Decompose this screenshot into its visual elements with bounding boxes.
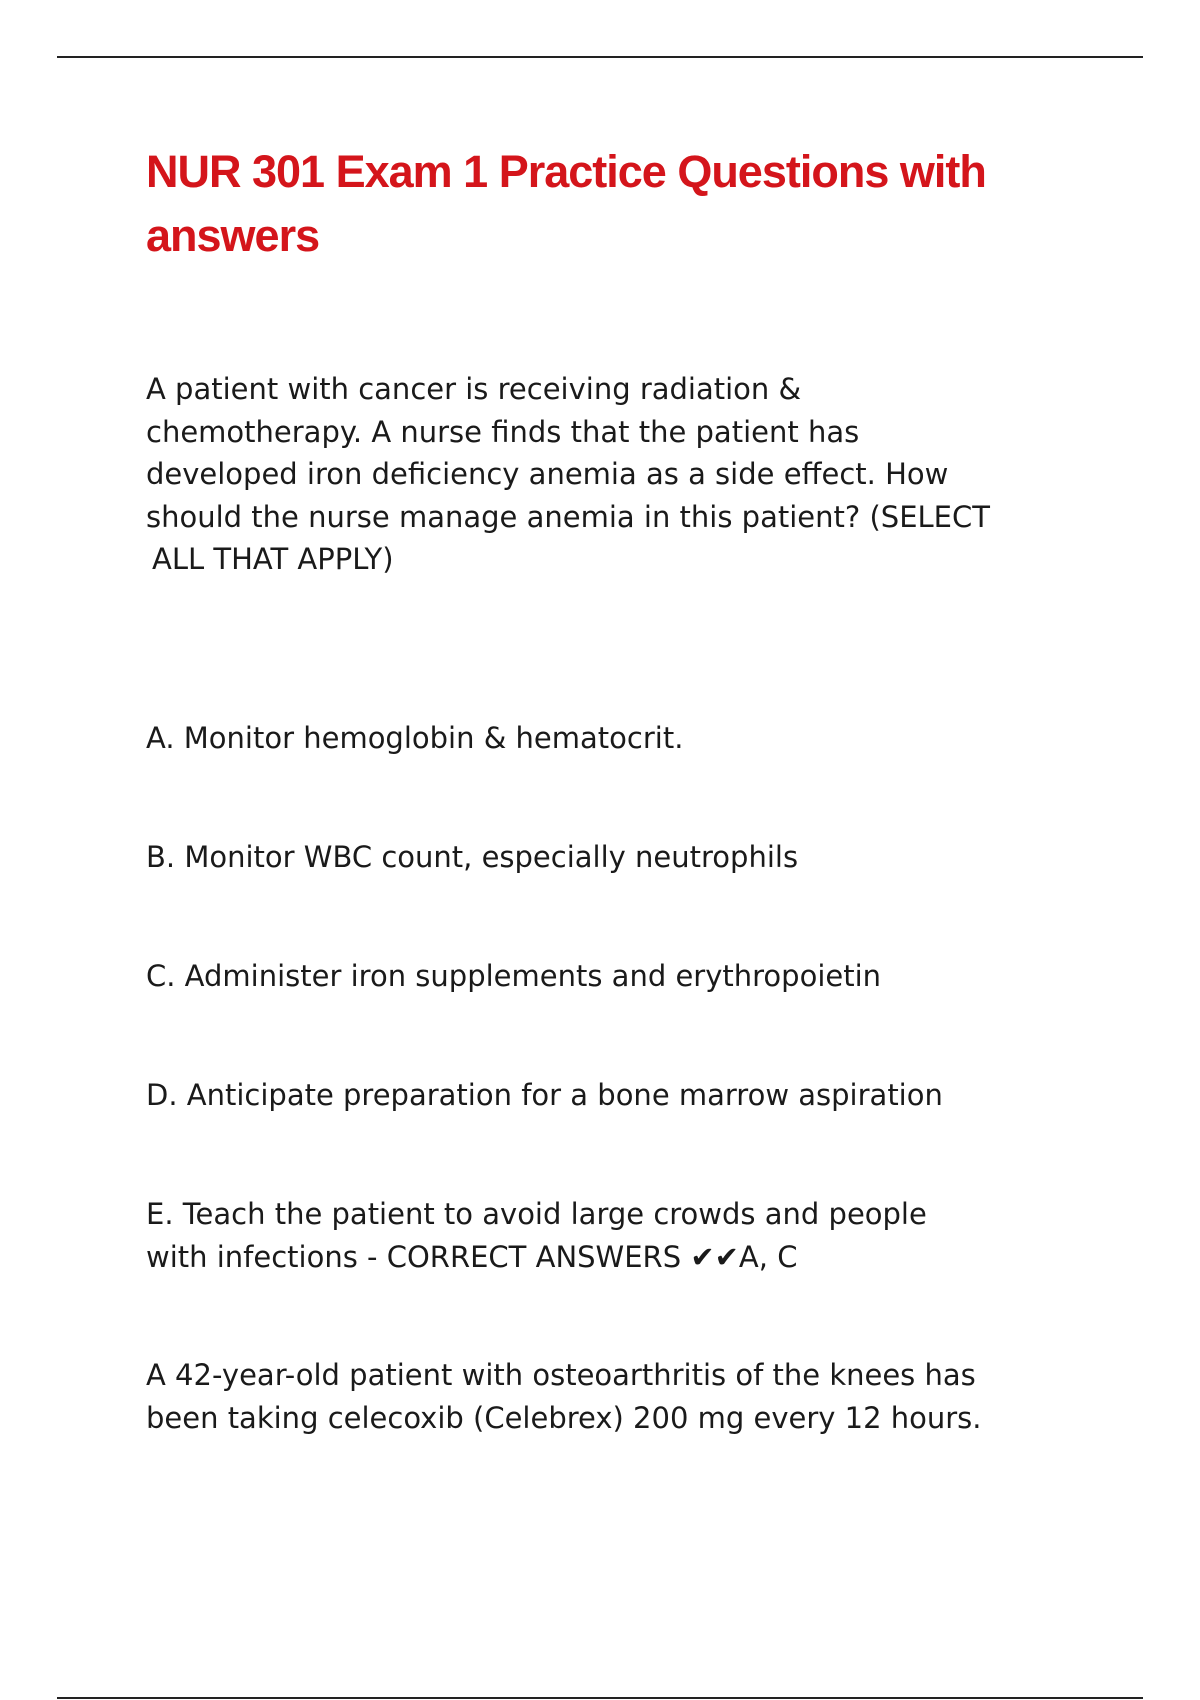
question-line: A patient with cancer is receiving radiation & <box>146 372 802 406</box>
question-line: developed iron deficiency anemia as a side effect. How <box>146 457 949 491</box>
bottom-divider <box>57 1697 1143 1699</box>
question-line: ALL THAT APPLY) <box>152 542 394 576</box>
question-line: been taking celecoxib (Celebrex) 200 mg every 12 hours. <box>146 1400 982 1435</box>
answer-option-b: B. Monitor WBC count, especially neutrophils <box>146 840 799 874</box>
question-1-stem <box>146 368 1096 581</box>
question-2-stem <box>146 1354 1096 1439</box>
document-title: NUR 301 Exam 1 Practice Questions with answers <box>146 146 986 261</box>
answer-option-c: C. Administer iron supplements and erythropoietin <box>146 959 882 993</box>
option-e-line: E. Teach the patient to avoid large crowds and people <box>146 1197 927 1231</box>
question-line: should the nurse manage anemia in this patient? (SELECT <box>146 499 990 534</box>
question-line: A 42-year-old patient with osteoarthritis of the knees has <box>146 1358 976 1392</box>
correct-answers-line: with infections - CORRECT ANSWERS ✔✔A, C <box>146 1239 798 1274</box>
question-line: chemotherapy. A nurse finds that the patient has <box>146 414 860 449</box>
answer-option-d: D. Anticipate preparation for a bone marrow aspiration <box>146 1078 943 1112</box>
top-divider <box>57 56 1143 58</box>
answer-option-e <box>146 1193 1096 1278</box>
answer-option-a: A. Monitor hemoglobin & hematocrit. <box>146 721 684 755</box>
